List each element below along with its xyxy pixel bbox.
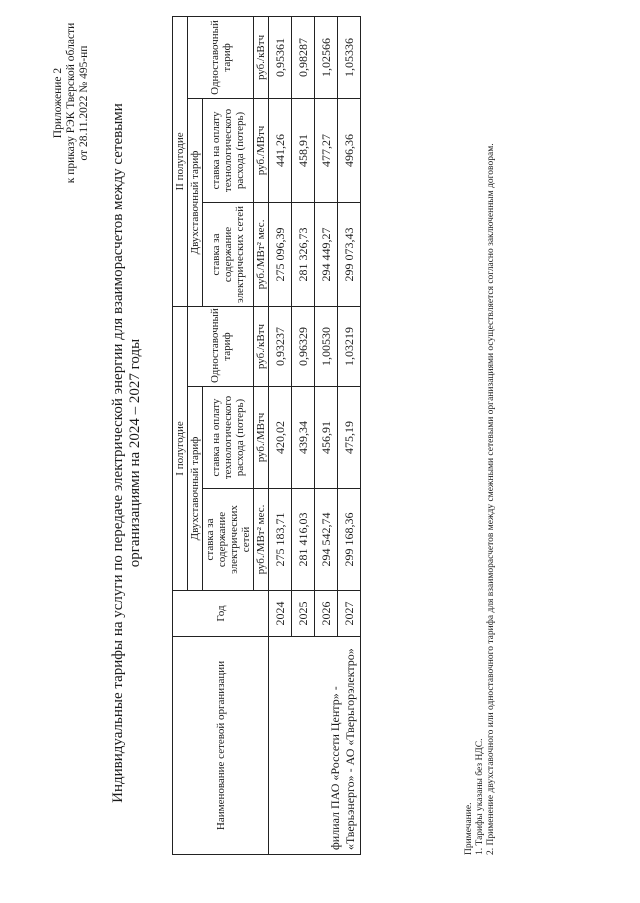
cell-h1-maintenance: 294 542,74 [315,489,338,591]
note-item: 2. Применение двухставочного или одноставочного тарифа для взаиморасчетов между смежными сетевыми организациями осуществляется согласно заключенным договорам. [486,143,496,855]
cell-h2-single: 0,98287 [292,16,315,98]
cell-h2-losses: 496,36 [338,98,361,202]
unit-losses-h1: руб./МВтч [254,387,269,489]
unit-single-h2: руб./кВтч [254,16,269,98]
cell-h1-single: 1,03219 [338,306,361,386]
page-title [110,43,144,863]
appendix-order: к приказу РЭК Тверской области [65,22,77,184]
header-org-name: Наименование сетевой организации [173,637,269,855]
cell-h1-single: 1,00530 [315,306,338,386]
cell-h1-losses: 475,19 [338,387,361,489]
unit-single-h1: руб./кВтч [254,306,269,386]
row-year: 2026 [315,591,338,637]
header-single-rate-h1: Одноставочный тариф [188,306,254,386]
row-year: 2024 [269,591,292,637]
tariffs-table [172,16,361,855]
cell-h2-maintenance: 294 449,27 [315,202,338,306]
unit-maintenance-h1: руб./МВт² мес. [254,489,269,591]
cell-h2-losses: 458,91 [292,98,315,202]
cell-h2-single: 0,95361 [269,16,292,98]
cell-h1-losses: 439,34 [292,387,315,489]
cell-h2-single: 1,05336 [338,16,361,98]
title-line-1: Индивидуальные тарифы на услуги по передаче электрической энергии для взаиморасчетов между сетевыми [110,103,126,803]
header-half-1: I полугодие [173,306,188,590]
cell-h1-maintenance: 299 168,36 [338,489,361,591]
header-maintenance-h2: ставка за содержание электрических сетей [203,202,254,306]
appendix-date: от 28.11.2022 № 495-нп [78,45,90,161]
cell-h1-single: 0,96329 [292,306,315,386]
cell-h2-single: 1,02566 [315,16,338,98]
unit-maintenance-h2: руб./МВт² мес. [254,202,269,306]
cell-h2-maintenance: 299 073,43 [338,202,361,306]
header-year: Год [173,591,269,637]
organization-name: филиал ПАО «Россети Центр» - «Тверьэнерго» - АО «Тверьгорэлектро» [269,637,361,855]
note-item: 1. Тарифы указаны без НДС. [475,738,485,855]
header-two-part-h2: Двухставочный тариф [188,98,203,306]
header-losses-h1: ставка на оплату технологического расхода (потерь) [203,387,254,489]
cell-h1-maintenance: 281 416,03 [292,489,315,591]
row-year: 2027 [338,591,361,637]
header-losses-h2: ставка на оплату технологического расхода (потерь) [203,98,254,202]
header-half-2: II полугодие [173,16,188,306]
appendix-number: Приложение 2 [52,67,64,139]
title-line-2: организациями на 2024 – 2027 годы [127,338,143,568]
appendix-reference [52,3,91,203]
cell-h2-maintenance: 281 326,73 [292,202,315,306]
cell-h1-single: 0,93237 [269,306,292,386]
header-two-part-h1: Двухставочный тариф [188,387,203,591]
notes-section [464,35,497,855]
cell-h2-losses: 441,26 [269,98,292,202]
cell-h2-losses: 477,27 [315,98,338,202]
notes-heading: Примечание. [464,802,474,855]
cell-h1-losses: 456,91 [315,387,338,489]
cell-h1-losses: 420,02 [269,387,292,489]
header-single-rate-h2: Одноставочный тариф [188,16,254,98]
unit-losses-h2: руб./МВтч [254,98,269,202]
cell-h2-maintenance: 275 096,39 [269,202,292,306]
header-maintenance-h1: ставка за содержание электрических сетей [203,489,254,591]
table-row [269,16,292,854]
cell-h1-maintenance: 275 183,71 [269,489,292,591]
row-year: 2025 [292,591,315,637]
